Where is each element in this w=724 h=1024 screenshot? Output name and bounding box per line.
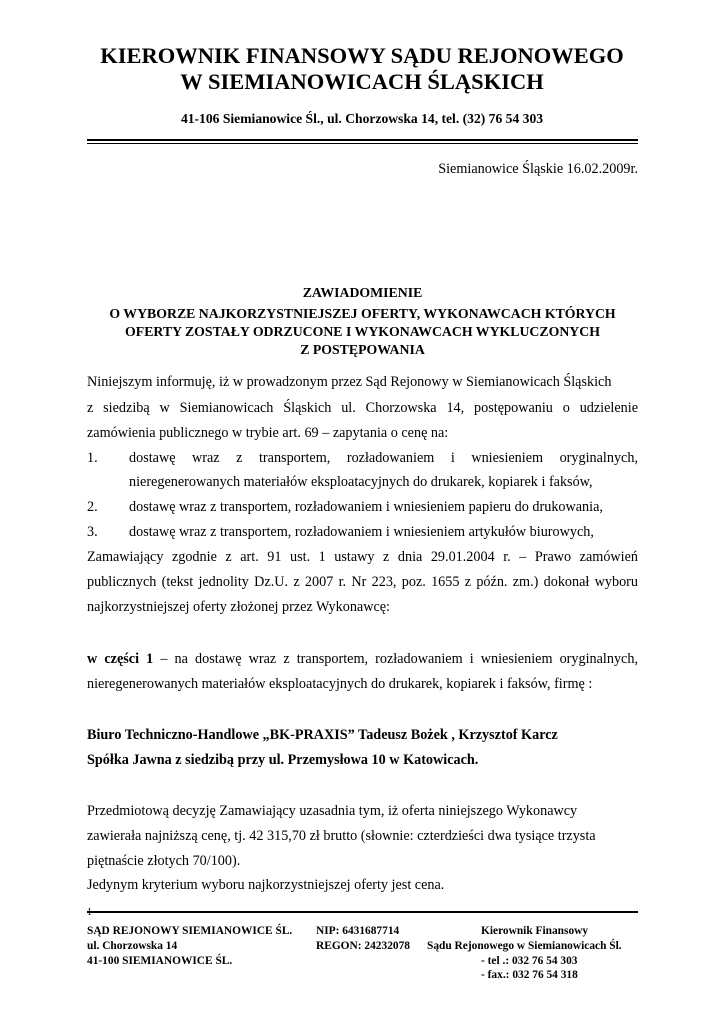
item1-line2: nieregenerowanych materiałów eksploatacyjnych do drukarek, kopiarek i faksów, [129, 474, 593, 490]
item2-line1: dostawę wraz z transportem, rozładowaniem i wniesieniem papieru do drukowania, [129, 499, 603, 515]
part1-line1 [87, 651, 638, 668]
part1-text: – na dostawę wraz z transportem, rozładowaniem i wniesieniem oryginalnych, [153, 651, 638, 667]
footer-office-line2: Sądu Rejonowego w Siemianowicach Śl. [427, 940, 622, 952]
footer-court-name: SĄD REJONOWY SIEMIANOWICE ŚL. [87, 925, 293, 937]
item2-number: 2. [87, 499, 98, 515]
justification-line2: zawierała najniższą cenę, tj. 42 315,70 zł brutto (słownie: czterdzieści dwa tysiące trzysta [87, 828, 596, 844]
header-rule-thin [87, 143, 638, 144]
item1-number: 1. [87, 450, 98, 466]
intro-line2: z siedzibą w Siemianowicach Śląskich ul. Chorzowska 14, postępowaniu o udzielenie [87, 400, 638, 416]
company-line2: Spółka Jawna z siedzibą przy ul. Przemysłowa 10 w Katowicach. [87, 752, 479, 768]
decision-line3: najkorzystniejszej oferty złożonej przez Wykonawcę: [87, 599, 390, 615]
notice-title: ZAWIADOMIENIE [302, 285, 423, 300]
footer-city: 41-100 SIEMIANOWICE ŚL. [87, 955, 233, 967]
decision-line2: publicznych (tekst jednolity Dz.U. z 2007 r. Nr 223, poz. 1655 z późn. zm.) dokonał wyboru [87, 574, 638, 590]
footer-fax: - fax.: 032 76 54 318 [481, 969, 578, 981]
company-line1: Biuro Techniczno-Handlowe „BK-PRAXIS” Tadeusz Bożek , Krzysztof Karcz [87, 727, 558, 743]
part1-label: w części 1 [87, 651, 154, 667]
justification-line3: piętnaście złotych 70/100). [87, 853, 241, 869]
date-line: Siemianowice Śląskie 16.02.2009r. [438, 161, 638, 177]
decision-line1: Zamawiający zgodnie z art. 91 ust. 1 ustawy z dnia 29.01.2004 r. – Prawo zamówień [87, 549, 638, 565]
header-address: 41-106 Siemianowice Śl., ul. Chorzowska 14, tel. (32) 76 54 303 [180, 111, 544, 126]
header-rule-thick [87, 139, 638, 141]
intro-line3: zamówienia publicznego w trybie art. 69 – zapytania o cenę na: [87, 425, 449, 441]
part1-line2: nieregenerowanych materiałów eksploatacyjnych do drukarek, kopiarek i faksów, firmę : [87, 676, 593, 692]
justification-line1: Przedmiotową decyzję Zamawiający uzasadnia tym, iż oferta niniejszego Wykonawcy [87, 803, 578, 819]
header-title-line2: W SIEMIANOWICACH ŚLĄSKICH [180, 69, 544, 94]
footer-office-line1: Kierownik Finansowy [481, 925, 589, 937]
footer-regon: REGON: 24232078 [316, 940, 410, 952]
footer-rule [87, 911, 638, 913]
header-title-line1: KIEROWNIK FINANSOWY SĄDU REJONOWEGO [100, 43, 624, 68]
justification-line4: Jedynym kryterium wyboru najkorzystniejszej oferty jest cena. [87, 877, 445, 893]
footer-nip: NIP: 6431687714 [316, 925, 400, 937]
item3-line1: dostawę wraz z transportem, rozładowaniem i wniesieniem artykułów biurowych, [129, 524, 594, 540]
intro-line1: Niniejszym informuję, iż w prowadzonym przez Sąd Rejonowy w Siemianowicach Śląskich [87, 374, 612, 390]
item1-line1: dostawę wraz z transportem, rozładowaniem i wniesieniem oryginalnych, [129, 450, 638, 466]
footer-street: ul. Chorzowska 14 [87, 940, 178, 952]
item3-number: 3. [87, 524, 98, 540]
footer-tel: - tel .: 032 76 54 303 [481, 955, 578, 967]
notice-subtitle-line3: Z POSTĘPOWANIA [300, 342, 425, 357]
notice-subtitle-line1: O WYBORZE NAJKORZYSTNIEJSZEJ OFERTY, WYKONAWCACH KTÓRYCH [109, 306, 616, 321]
notice-subtitle-line2: OFERTY ZOSTAŁY ODRZUCONE I WYKONAWCACH WYKLUCZONYCH [125, 324, 600, 339]
